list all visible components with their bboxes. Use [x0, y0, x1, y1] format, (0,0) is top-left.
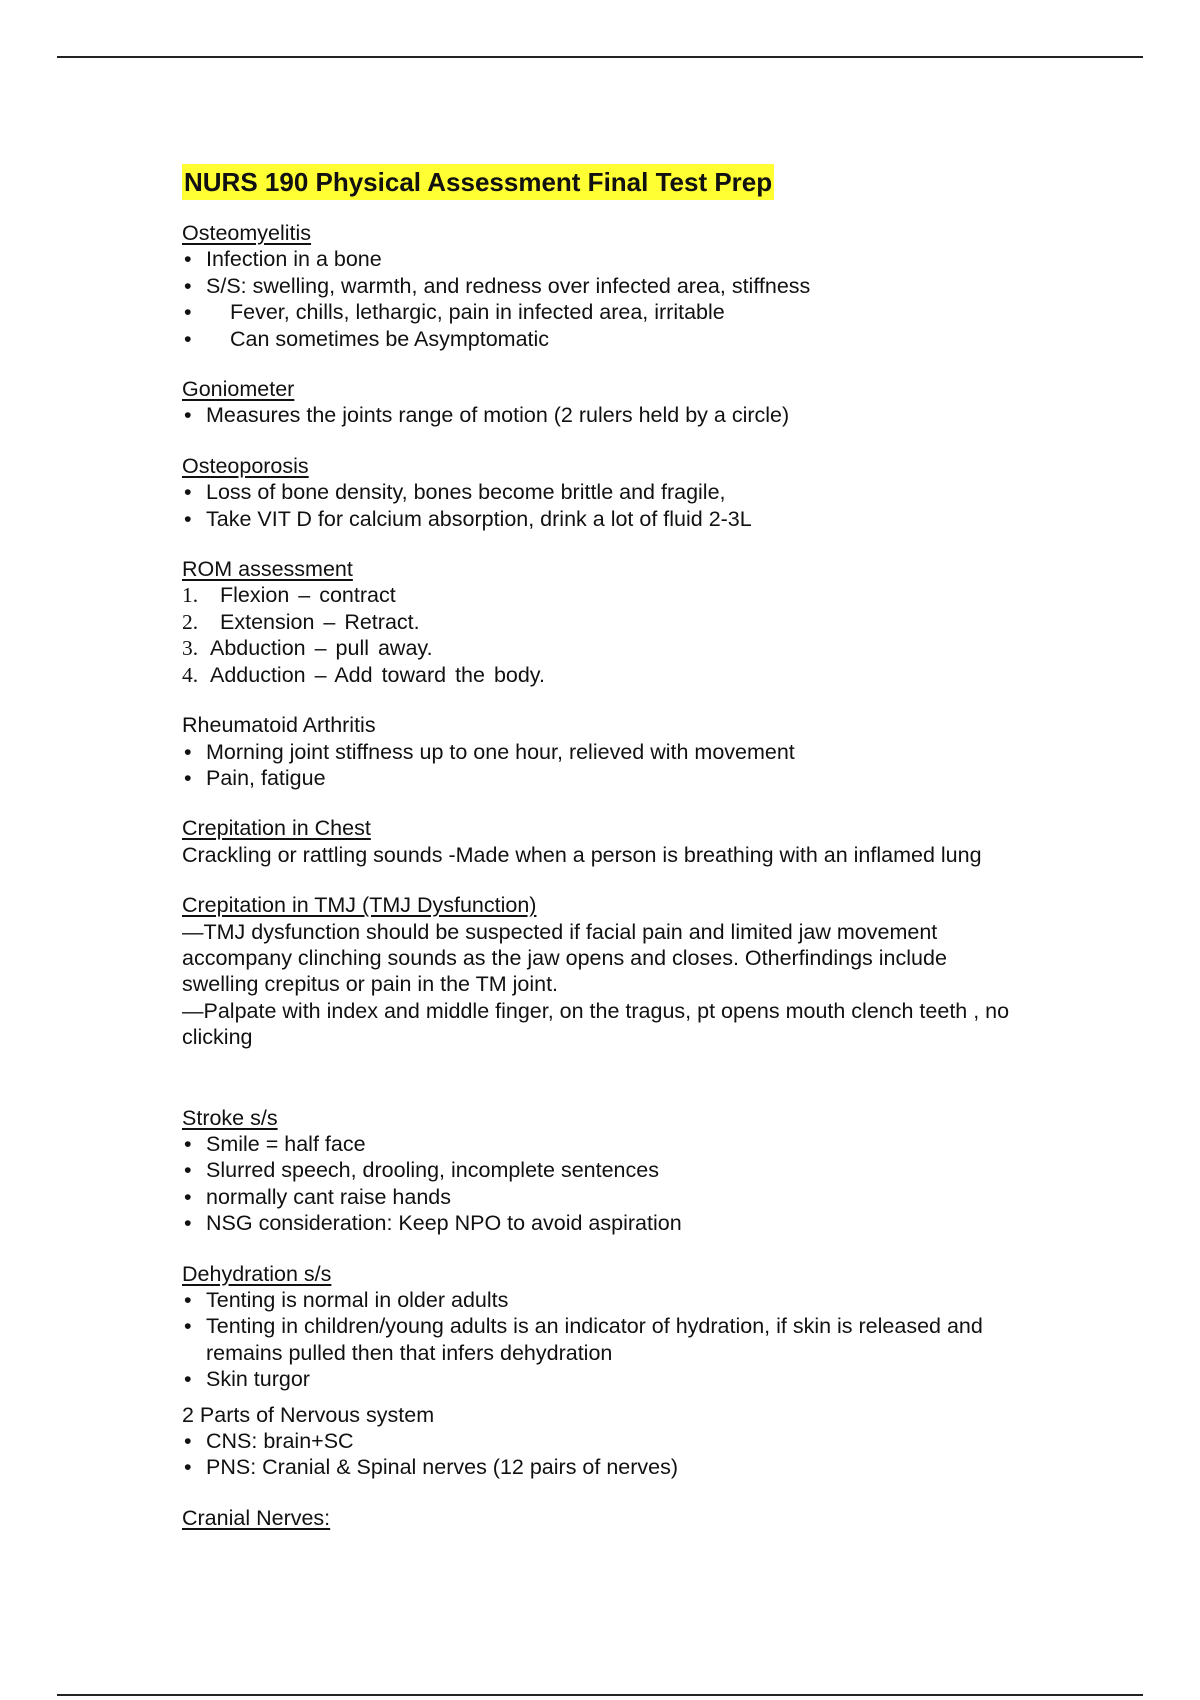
document-page: [182, 164, 1022, 1555]
list-item: • Slurred speech, drooling, incomplete sentences: [182, 1157, 1022, 1183]
section-osteomyelitis: [182, 220, 1022, 352]
section-goniometer: [182, 376, 1022, 429]
section-heading: ROM assessment: [182, 557, 353, 582]
bullet-list: [182, 1287, 1022, 1393]
section-osteoporosis: [182, 453, 1022, 532]
list-item: • CNS: brain+SC: [182, 1428, 1022, 1454]
list-item-text: Flexion – contract: [220, 583, 396, 608]
section-nervous-system: [182, 1402, 1022, 1481]
top-rule: [57, 56, 1143, 58]
list-item: • Fever, chills, lethargic, pain in infected area, irritable: [182, 299, 1022, 325]
list-item: • Morning joint stiffness up to one hour, relieved with movement: [182, 739, 1022, 765]
section-cranial-nerves: [182, 1505, 1022, 1531]
section-rheumatoid-arthritis: [182, 712, 1022, 791]
section-heading: Osteoporosis: [182, 453, 309, 478]
list-number: 2.: [182, 609, 199, 634]
bullet-list: [182, 402, 1022, 428]
section-heading: Dehydration s/s: [182, 1261, 332, 1286]
list-item: • S/S: swelling, warmth, and redness over infected area, stiffness: [182, 273, 1022, 299]
list-item: • Smile = half face: [182, 1131, 1022, 1157]
list-item: • Take VIT D for calcium absorption, drink a lot of fluid 2-3L: [182, 506, 1022, 532]
section-dehydration: [182, 1261, 1022, 1393]
section-heading: Stroke s/s: [182, 1105, 278, 1130]
list-item: [182, 635, 1022, 661]
list-item: • Loss of bone density, bones become brittle and fragile,: [182, 479, 1022, 505]
bullet-list: [182, 1428, 1022, 1481]
list-item: • Tenting in children/young adults is an indicator of hydration, if skin is released and remains pulled then that infers dehydration: [182, 1313, 1022, 1366]
bullet-list: [182, 1131, 1022, 1237]
list-item: • Pain, fatigue: [182, 765, 1022, 791]
section-heading: Osteomyelitis: [182, 221, 312, 245]
paragraph: —TMJ dysfunction should be suspected if facial pain and limited jaw movement accompany clinching sounds as the jaw opens and closes. Otherfindings include swelling crepitus or pain in the TM joint.: [182, 919, 947, 997]
section-stroke: [182, 1105, 1022, 1237]
list-item: • normally cant raise hands: [182, 1184, 1022, 1210]
document-title: NURS 190 Physical Assessment Final Test Prep: [182, 164, 774, 200]
list-item: • Measures the joints range of motion (2 rulers held by a circle): [182, 402, 1022, 428]
bottom-rule: [57, 1694, 1143, 1696]
list-item: • Infection in a bone: [182, 246, 1022, 272]
numbered-list: [182, 582, 1022, 688]
section-heading: Crepitation in TMJ (TMJ Dysfunction): [182, 893, 537, 918]
list-item-text: Adduction – Add toward the body.: [210, 662, 545, 687]
bullet-list: [182, 739, 1022, 792]
list-item: • Can sometimes be Asymptomatic: [182, 326, 1022, 352]
section-heading: Rheumatoid Arthritis: [182, 713, 376, 738]
paragraph: —Palpate with index and middle finger, on the tragus, pt opens mouth clench teeth , no clicking: [182, 998, 1010, 1050]
section-heading: 2 Parts of Nervous system: [182, 1402, 435, 1427]
list-item-text: Abduction – pull away.: [210, 636, 433, 661]
list-item-text: Extension – Retract.: [220, 609, 420, 634]
section-heading: Goniometer: [182, 377, 295, 402]
list-item: [182, 662, 1022, 688]
section-crepitation-tmj: [182, 892, 1022, 1050]
list-item: • NSG consideration: Keep NPO to avoid aspiration: [182, 1210, 1022, 1236]
list-item: • PNS: Cranial & Spinal nerves (12 pairs of nerves): [182, 1454, 1022, 1480]
paragraph: Crackling or rattling sounds -Made when a person is breathing with an inflamed lung: [182, 842, 982, 867]
bullet-list: [182, 479, 1022, 532]
list-item: [182, 609, 1022, 635]
list-item: [182, 582, 1022, 608]
list-item: • Tenting is normal in older adults: [182, 1287, 1022, 1313]
list-number: 4.: [182, 662, 199, 687]
section-crepitation-chest: [182, 815, 1022, 868]
list-number: 3.: [182, 636, 199, 661]
section-heading: Crepitation in Chest: [182, 816, 371, 841]
section-heading: Cranial Nerves:: [182, 1505, 331, 1530]
list-item: • Skin turgor: [182, 1366, 1022, 1392]
list-number: 1.: [182, 583, 199, 608]
bullet-list: [182, 246, 1022, 352]
section-rom-assessment: [182, 556, 1022, 688]
